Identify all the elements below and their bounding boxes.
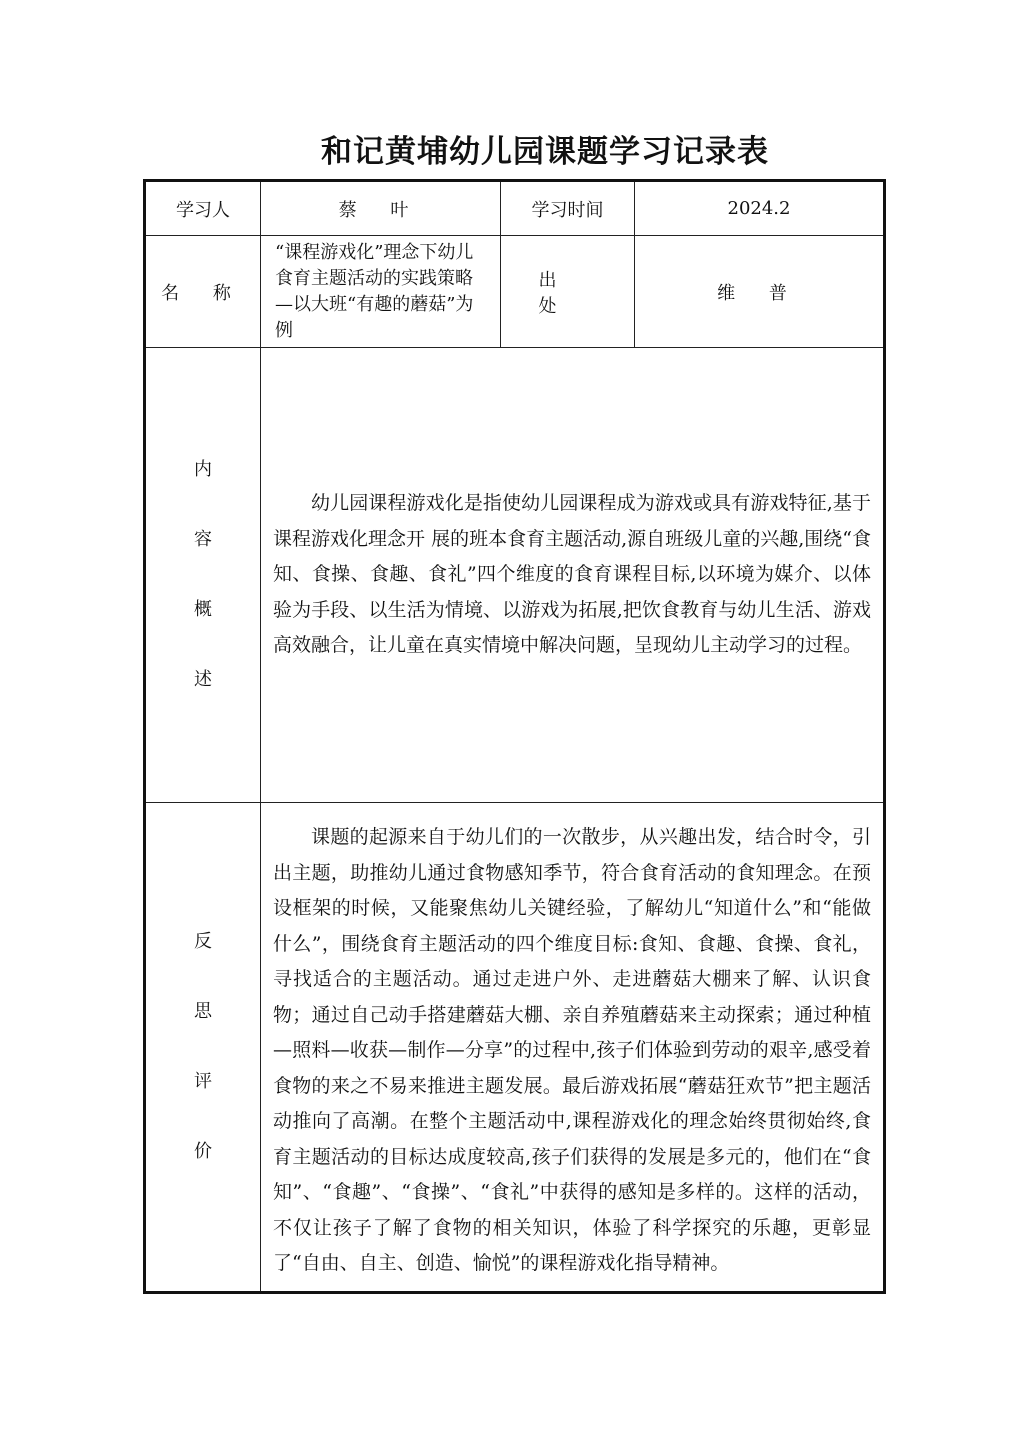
summary-label-char: 述 — [194, 669, 212, 690]
page-title: 和记黄埔幼儿园课题学习记录表 — [321, 134, 769, 170]
summary-content — [261, 348, 885, 803]
reflection-label-char: 反 — [194, 931, 212, 952]
source-value: 维 普 — [635, 236, 885, 348]
record-table — [143, 179, 886, 1294]
summary-label-char: 概 — [194, 599, 212, 620]
summary-label-char: 内 — [194, 459, 212, 480]
topic-title: “课程游戏化”理念下幼儿食育主题活动的实践策略—以大班“有趣的蘑菇”为例 — [261, 236, 501, 348]
summary-row — [145, 348, 885, 803]
learner-value: 蔡 叶 — [261, 181, 501, 236]
reflection-label-char: 价 — [194, 1141, 212, 1162]
reflection-row — [145, 803, 885, 1293]
header-row — [145, 181, 885, 236]
summary-label-char: 容 — [194, 529, 212, 550]
reflection-content — [261, 803, 885, 1293]
source-label: 出 处 — [501, 236, 635, 348]
summary-label — [145, 348, 261, 803]
study-time-value: 2024.2 — [635, 181, 885, 236]
learner-label: 学习人 — [145, 181, 261, 236]
reflection-label — [145, 803, 261, 1293]
reflection-label-char: 思 — [194, 1001, 212, 1022]
study-time-label: 学习时间 — [501, 181, 635, 236]
reflection-text: 课题的起源来自于幼儿们的一次散步，从兴趣出发，结合时令，引出主题，助推幼儿通过食物感知季节，符合食育活动的食知理念。在预设框架的时候，又能聚焦幼儿关键经验，了解幼儿“知道什么”和“能做什么”，围绕食育主题活动的四个维度目标:食知、食趣、食操、食礼，寻找适合的主题活动。通过走进户外、走进蘑菇大棚来了解、认识食物；通过自己动手搭建蘑菇大棚、亲自养殖蘑菇来主动探索；通过种植—照料—收获—制作—分享”的过程中,孩子们体验到劳动的艰辛,感受着食物的来之不易来推进主题发展。最后游戏拓展“蘑菇狂欢节”把主题活动推向了高潮。在整个主题活动中,课程游戏化的理念始终贯彻始终,食育主题活动的目标达成度较高,孩子们获得的发展是多元的，他们在“食知”、“食趣”、“食操”、“食礼”中获得的感知是多样的。这样的活动，不仅让孩子了解了食物的相关知识，体验了科学探究的乐趣，更彰显了“自由、自主、创造、愉悦”的课程游戏化指导精神。 — [273, 826, 871, 1275]
name-row — [145, 236, 885, 348]
reflection-label-char: 评 — [194, 1071, 212, 1092]
summary-text: 幼儿园课程游戏化是指使幼儿园课程成为游戏或具有游戏特征,基于课程游戏化理念开 展的班本食育主题活动,源自班级儿童的兴趣,围绕“食知、食操、食趣、食礼”四个维度的食育课程目标,以环境为媒介、以体验为手段、以生活为情境、以游戏为拓展,把饮食教育与幼儿生活、游戏高效融合，让儿童在真实情境中解决问题，呈现幼儿主动学习的过程。 — [273, 492, 871, 657]
name-label: 名 称 — [145, 236, 261, 348]
